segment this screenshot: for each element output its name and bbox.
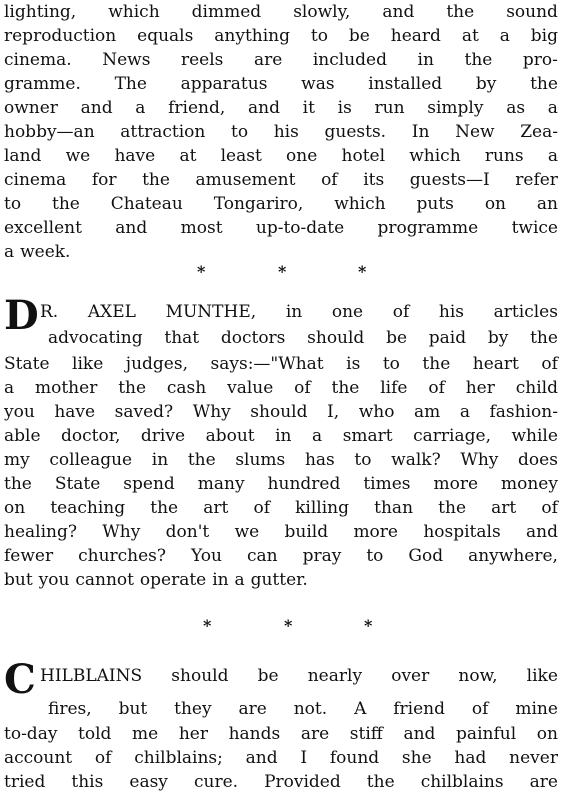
text-line: tried this easy cure. Provided the chilblains are <box>4 772 558 792</box>
text-line: gramme. The apparatus was installed by the <box>4 74 558 94</box>
text-line: State like judges, says:—"What is to the heart of <box>4 354 558 374</box>
text-line: able doctor, drive about in a smart carriage, while <box>4 426 558 446</box>
separator-star: * <box>284 616 293 635</box>
text-line: R. AXEL MUNTHE, in one of his articles <box>40 302 558 322</box>
text-line: the State spend many hundred times more money <box>4 474 558 494</box>
text-line: you have saved? Why should I, who am a fashion- <box>4 402 558 422</box>
text-line: hobby—an attraction to his guests. In New Zea- <box>4 122 558 142</box>
text-line: account of chilblains; and I found she had never <box>4 748 558 768</box>
drop-cap: C <box>4 656 36 703</box>
separator-star: * <box>364 616 373 635</box>
drop-cap: D <box>4 292 39 339</box>
section-separator <box>0 616 564 636</box>
separator-star: * <box>203 616 212 635</box>
separator-star: * <box>278 262 287 281</box>
text-line: but you cannot operate in a gutter. <box>4 570 308 590</box>
text-line: reproduction equals anything to be heard at a big <box>4 26 558 46</box>
text-line: HILBLAINS should be nearly over now, like <box>40 666 558 686</box>
text-line: excellent and most up-to-date programme twice <box>4 218 558 238</box>
separator-star: * <box>358 262 367 281</box>
text-line: to-day told me her hands are stiff and painful on <box>4 724 558 744</box>
separator-star: * <box>197 262 206 281</box>
text-line: lighting, which dimmed slowly, and the sound <box>4 2 558 22</box>
text-line: land we have at least one hotel which runs a <box>4 146 558 166</box>
section-separator <box>0 262 564 282</box>
text-line: to the Chateau Tongariro, which puts on an <box>4 194 558 214</box>
text-line: fewer churches? You can pray to God anywhere, <box>4 546 558 566</box>
text-line: on teaching the art of killing than the art of <box>4 498 558 518</box>
text-line: owner and a friend, and it is run simply as a <box>4 98 558 118</box>
text-line: fires, but they are not. A friend of mine <box>48 699 558 719</box>
text-line: healing? Why don't we build more hospitals and <box>4 522 558 542</box>
text-line: cinema for the amusement of its guests—I refer <box>4 170 558 190</box>
text-line: cinema. News reels are included in the pro- <box>4 50 558 70</box>
text-line: my colleague in the slums has to walk? Why does <box>4 450 558 470</box>
text-line: a mother the cash value of the life of her child <box>4 378 558 398</box>
text-line: advocating that doctors should be paid by the <box>48 328 558 348</box>
text-line: a week. <box>4 242 71 262</box>
